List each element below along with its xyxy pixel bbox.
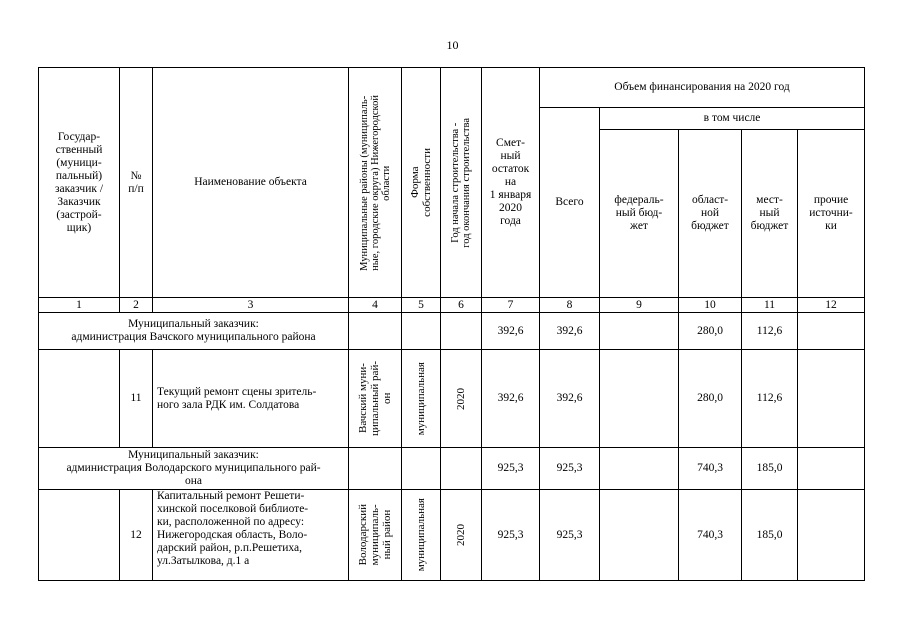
financing-table: [38, 67, 865, 581]
column-number: 7: [482, 298, 540, 313]
total-cell: 392,6: [540, 313, 600, 350]
empty-cell: [402, 313, 441, 350]
header-federal: федераль- ный бюд- жет: [600, 130, 679, 298]
item-ownership: муниципальная: [402, 490, 441, 581]
column-number-row: [39, 298, 865, 313]
total-cell: 925,3: [540, 490, 600, 581]
regional-cell: 740,3: [679, 448, 742, 490]
balance-cell: 925,3: [482, 448, 540, 490]
header-local: мест- ный бюджет: [742, 130, 798, 298]
header-including: в том числе: [600, 108, 865, 130]
table-row: [39, 350, 865, 448]
federal-cell: [600, 350, 679, 448]
other-cell: [798, 350, 865, 448]
header-regional: област- ной бюджет: [679, 130, 742, 298]
empty-cell: [349, 448, 402, 490]
column-number: 1: [39, 298, 120, 313]
empty-cell: [441, 313, 482, 350]
other-cell: [798, 490, 865, 581]
balance-cell: 925,3: [482, 490, 540, 581]
table-row-group: [39, 313, 865, 350]
column-number: 4: [349, 298, 402, 313]
other-cell: [798, 313, 865, 350]
column-number: 3: [153, 298, 349, 313]
other-cell: [798, 448, 865, 490]
balance-cell: 392,6: [482, 313, 540, 350]
total-cell: 925,3: [540, 448, 600, 490]
column-number: 12: [798, 298, 865, 313]
page-number: 10: [446, 38, 459, 52]
empty-cell: [402, 448, 441, 490]
header-districts: Муниципальные районы (муниципаль- ные, городские округа) Нижегородской области: [349, 68, 402, 298]
header-total: Всего: [540, 108, 600, 298]
total-cell: 392,6: [540, 350, 600, 448]
empty-cell: [349, 313, 402, 350]
regional-cell: 740,3: [679, 490, 742, 581]
federal-cell: [600, 448, 679, 490]
federal-cell: [600, 490, 679, 581]
column-number: 8: [540, 298, 600, 313]
regional-cell: 280,0: [679, 313, 742, 350]
header-customer: Государ- ственный (муници- пальный) заказчик / Заказчик (застрой- щик): [39, 68, 120, 298]
item-num: 12: [120, 490, 153, 581]
column-number: 11: [742, 298, 798, 313]
item-name: Капитальный ремонт Решети- хинской поселковой библиоте- ки, расположенной по адресу: Нижегородская область, Воло- дарский район, р.п.Решетиха, ул.Затылкова, д.1 а: [153, 490, 349, 581]
empty-cell: [441, 448, 482, 490]
empty-cell: [39, 490, 120, 581]
item-district: Володарский муниципаль- ный район: [349, 490, 402, 581]
table-row-group: [39, 448, 865, 490]
item-year: 2020: [441, 350, 482, 448]
item-num: 11: [120, 350, 153, 448]
column-number: 6: [441, 298, 482, 313]
column-number: 9: [600, 298, 679, 313]
empty-cell: [39, 350, 120, 448]
column-number: 5: [402, 298, 441, 313]
regional-cell: 280,0: [679, 350, 742, 448]
item-year: 2020: [441, 490, 482, 581]
local-cell: 112,6: [742, 350, 798, 448]
group-customer: Муниципальный заказчик: администрация Володарского муниципального рай- она: [39, 448, 349, 490]
table-row: [39, 490, 865, 581]
local-cell: 185,0: [742, 490, 798, 581]
header-financing: Объем финансирования на 2020 год: [540, 68, 865, 108]
header-balance: Смет- ный остаток на 1 января 2020 года: [482, 68, 540, 298]
local-cell: 185,0: [742, 448, 798, 490]
item-name: Текущий ремонт сцены зритель- ного зала РДК им. Солдатова: [153, 350, 349, 448]
header-years: Год начала строительства - год окончания строительства: [441, 68, 482, 298]
group-customer: Муниципальный заказчик: администрация Вачского муниципального района: [39, 313, 349, 350]
column-number: 10: [679, 298, 742, 313]
header-num: № п/п: [120, 68, 153, 298]
header-object-name: Наименование объекта: [153, 68, 349, 298]
column-number: 2: [120, 298, 153, 313]
header-other: прочие источни- ки: [798, 130, 865, 298]
item-ownership: муниципальная: [402, 350, 441, 448]
balance-cell: 392,6: [482, 350, 540, 448]
item-district: Вачский муни- ципальный рай- он: [349, 350, 402, 448]
local-cell: 112,6: [742, 313, 798, 350]
federal-cell: [600, 313, 679, 350]
header-ownership: Форма собственности: [402, 68, 441, 298]
